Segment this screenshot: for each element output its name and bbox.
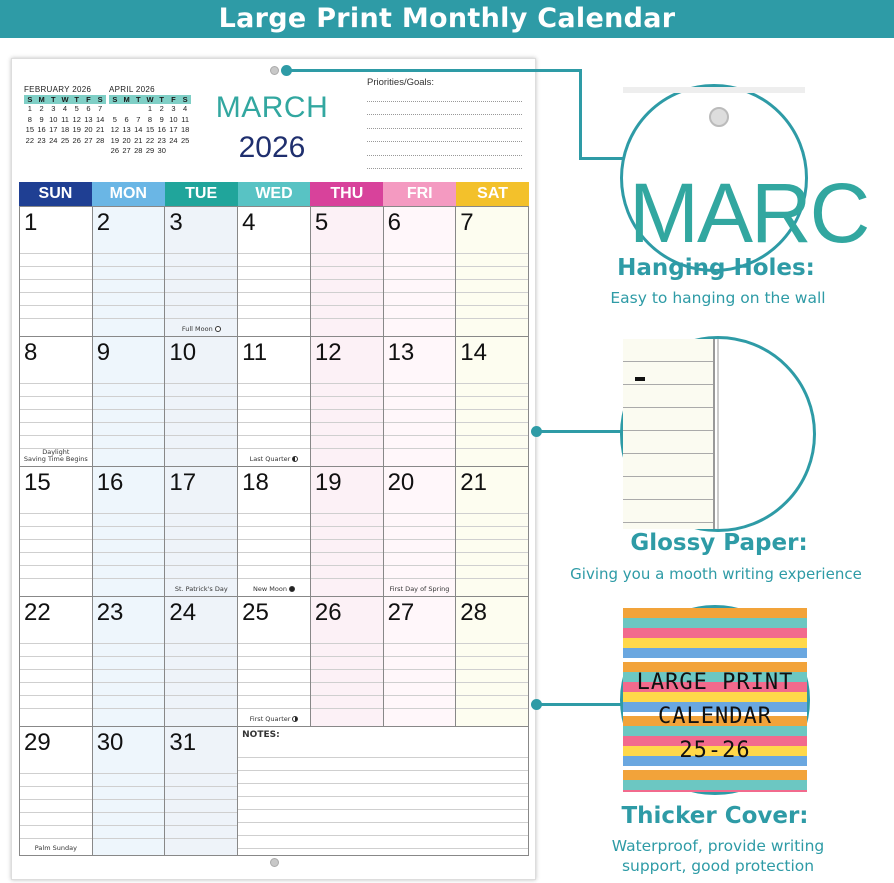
mini-weekday: T [50,95,56,104]
zoom-circle-hanging-hole [620,84,869,272]
day-number: 27 [387,599,415,626]
moon-phase-icon [215,326,221,332]
day-number: 12 [314,339,342,366]
day-number: 5 [314,209,329,236]
mini-day: 4 [62,104,68,113]
mini-day: 27 [122,146,131,155]
day-number: 20 [387,469,415,496]
priorities-line [367,156,522,170]
day-number: 1 [24,209,38,236]
mini-blank [121,104,133,115]
day-number: 22 [24,599,51,626]
day-cell[interactable] [165,597,238,727]
mini-calendar-days [24,104,106,146]
day-number: 10 [169,339,197,366]
day-number: 16 [96,469,124,496]
mini-day: 8 [147,114,153,124]
notes-area[interactable] [238,727,529,856]
mini-day: 5 [74,104,79,113]
weekday-header [19,182,529,206]
mini-blank [132,104,144,115]
day-number: 23 [96,599,124,626]
weekday-fri: FRI [383,182,456,206]
day-cell[interactable] [165,207,238,337]
week-row [20,337,529,467]
mini-day: 3 [171,104,176,113]
mini-day: 11 [181,114,190,124]
calendar-page [11,58,536,880]
moon-phase-icon [292,456,298,462]
day-number: 26 [314,599,342,626]
mini-calendar-title: APRIL 2026 [109,85,155,94]
day-number: 14 [460,339,487,366]
day-number: 15 [24,469,51,496]
mini-day: 6 [124,114,129,124]
month-grid [19,182,529,856]
mini-weekday: W [146,95,154,104]
mini-weekday: S [27,95,33,104]
mini-day: 20 [84,125,93,134]
priorities-box [367,77,522,169]
day-cell[interactable] [93,467,166,597]
day-cell[interactable] [165,337,238,467]
day-cell[interactable] [165,727,238,856]
priorities-line [367,102,522,116]
hanging-hole-top [270,66,279,75]
mini-day: 16 [37,125,46,134]
day-cell[interactable] [20,207,93,337]
priorities-line [367,142,522,156]
weekday-sun: SUN [19,182,92,206]
mini-weekday: S [182,95,188,104]
mini-day: 26 [72,135,81,145]
mini-calendar-april [109,85,191,157]
day-number: 6 [387,209,401,236]
day-cell[interactable] [311,337,384,467]
mini-day: 13 [122,125,131,134]
feature-desc-cover: Waterproof, provide writing support, good protection [611,837,825,875]
day-number: 31 [169,729,197,756]
day-cell[interactable] [384,337,457,467]
day-number: 7 [460,209,474,236]
mini-day: 22 [145,135,155,145]
day-number: 17 [169,469,197,496]
day-note: First Quarter [238,716,310,723]
month-name: MARCH [215,91,329,124]
week-row [20,467,529,597]
mini-calendar-title: FEBRUARY 2026 [24,85,92,94]
day-note: Full Moon [165,326,237,333]
feature-title-hanging: Hanging Holes: [617,255,815,281]
day-cell[interactable] [93,207,166,337]
mini-day: 14 [134,125,143,134]
day-cell[interactable] [238,467,311,597]
weekday-thu: THU [310,182,383,206]
day-number: 25 [242,599,269,626]
mini-day: 24 [169,135,178,145]
weekday-mon: MON [92,182,165,206]
week-row [20,207,529,337]
zoom-month-text: MARC [629,166,869,260]
day-number: 13 [387,339,415,366]
cover-text-line: LARGE PRINT [636,670,794,695]
weekday-sat: SAT [456,182,529,206]
day-note: Daylight Saving Time Begins [23,448,88,463]
mini-day: 15 [145,125,155,134]
feature-title-cover: Thicker Cover: [621,803,809,829]
mini-day: 16 [157,125,166,134]
mini-weekday: T [159,95,164,104]
mini-weekday: M [123,95,130,104]
mini-calendar-february [24,85,106,146]
mini-day: 27 [84,135,93,145]
mini-day: 25 [180,135,190,145]
mini-day: 21 [134,135,143,145]
mini-day: 15 [25,125,35,134]
week-row [20,727,529,856]
day-cell[interactable] [93,597,166,727]
mini-day: 8 [27,114,32,124]
day-number: 21 [460,469,487,496]
mini-day: 26 [110,146,120,155]
day-cell[interactable] [456,467,529,597]
mini-day: 30 [157,146,166,155]
day-number: 29 [24,729,51,756]
mini-calendar-days [109,104,191,157]
day-cell[interactable] [384,207,457,337]
day-cell[interactable] [20,727,93,856]
cover-text-line: 25-26 [679,738,751,763]
day-cell[interactable] [456,337,529,467]
mini-day: 21 [95,125,105,134]
mini-day: 19 [110,135,120,145]
mini-day: 1 [27,104,32,113]
day-number: 8 [24,339,38,366]
day-number: 18 [242,469,269,496]
day-cell[interactable] [20,597,93,727]
day-number: 11 [242,339,268,366]
mini-day: 11 [61,114,69,124]
day-cell[interactable] [93,337,166,467]
day-number: 3 [169,209,183,236]
mini-day: 17 [169,125,178,134]
mini-day: 29 [145,146,155,155]
mini-weekday: S [112,95,118,104]
mini-day: 28 [95,135,105,145]
day-cell[interactable] [238,207,311,337]
connector-line [537,430,623,433]
feature-title-paper: Glossy Paper: [630,530,808,556]
mini-weekday: T [135,95,141,104]
day-cell[interactable] [311,467,384,597]
mini-day: 24 [49,135,58,145]
weekday-wed: WED [238,182,311,206]
mini-day: 10 [49,114,58,124]
day-cell[interactable] [384,597,457,727]
day-note: Palm Sunday [34,844,77,852]
mini-day: 12 [110,125,120,134]
connector-line [579,157,623,160]
moon-phase-icon [289,586,295,592]
mini-calendar-weekdays [109,95,191,104]
mini-day: 25 [60,135,70,145]
mini-day: 2 [159,104,164,113]
day-number: 30 [96,729,124,756]
mini-weekday: F [171,95,176,104]
month-year: 2026 [238,131,306,164]
notes-label: NOTES: [242,730,280,740]
priorities-label: Priorities/Goals: [367,77,435,88]
mini-day: 12 [72,114,81,124]
mini-weekday: T [74,95,79,104]
connector-line [537,703,623,706]
hanging-hole-bottom [270,858,279,867]
mini-weekday: W [61,95,69,104]
mini-blank [109,104,121,115]
mini-day: 23 [37,135,46,145]
mini-day: 6 [86,104,91,113]
mini-day: 22 [25,135,35,145]
mini-day: 19 [72,125,81,134]
mini-day: 9 [159,114,164,124]
day-cell[interactable] [93,727,166,856]
day-cell[interactable] [311,207,384,337]
mini-day: 7 [98,104,103,113]
connector-line [579,69,582,159]
mini-day: 1 [147,104,153,113]
feature-desc-hanging: Easy to hanging on the wall [610,289,826,307]
mini-day: 20 [122,135,131,145]
day-note: New Moon [238,586,310,593]
mini-weekday: F [86,95,91,104]
hole-icon [709,107,729,127]
mini-day: 17 [49,125,58,134]
connector-line [287,69,581,72]
mini-weekday: M [38,95,45,104]
mini-day: 7 [136,114,141,124]
week-row [20,597,529,727]
priorities-line [367,129,522,143]
moon-phase-icon [292,716,298,722]
day-cell[interactable] [20,337,93,467]
mini-day: 18 [60,125,70,134]
weeks [19,206,529,856]
feature-desc-paper: Giving you a mooth writing experience [570,565,862,583]
day-number: 2 [96,209,111,236]
mini-day: 10 [169,114,178,124]
day-number: 19 [314,469,342,496]
day-cell[interactable] [384,467,457,597]
mini-day: 3 [51,104,56,113]
mini-day: 13 [84,114,93,124]
day-number: 4 [242,209,256,236]
cover-text-line: CALENDAR [658,704,772,729]
zoom-circle-cover [620,605,810,795]
day-number: 28 [460,599,487,626]
zoom-circle-paper [620,336,816,532]
mini-day: 9 [39,114,44,124]
day-cell[interactable] [311,597,384,727]
mini-day: 14 [95,114,105,124]
priorities-line [367,88,522,102]
mini-day: 2 [39,104,44,113]
mini-day: 23 [157,135,166,145]
day-cell[interactable] [238,337,311,467]
day-number: 24 [169,599,197,626]
day-note: First Day of Spring [389,585,450,593]
mini-calendar-weekdays [24,95,106,104]
day-cell[interactable] [20,467,93,597]
mini-weekday: S [97,95,103,104]
day-cell[interactable] [238,597,311,727]
banner-title: Large Print Monthly Calendar [0,0,894,38]
day-cell[interactable] [165,467,238,597]
day-cell[interactable] [456,207,529,337]
priorities-line [367,115,522,129]
mini-day: 4 [183,104,188,113]
mini-day: 18 [180,125,190,134]
day-note: Last Quarter [238,456,310,463]
mini-day: 5 [112,114,117,124]
day-cell[interactable] [456,597,529,727]
mini-day: 28 [134,146,143,155]
day-note: St. Patrick's Day [174,585,228,593]
weekday-tue: TUE [165,182,238,206]
day-number: 9 [96,339,111,366]
